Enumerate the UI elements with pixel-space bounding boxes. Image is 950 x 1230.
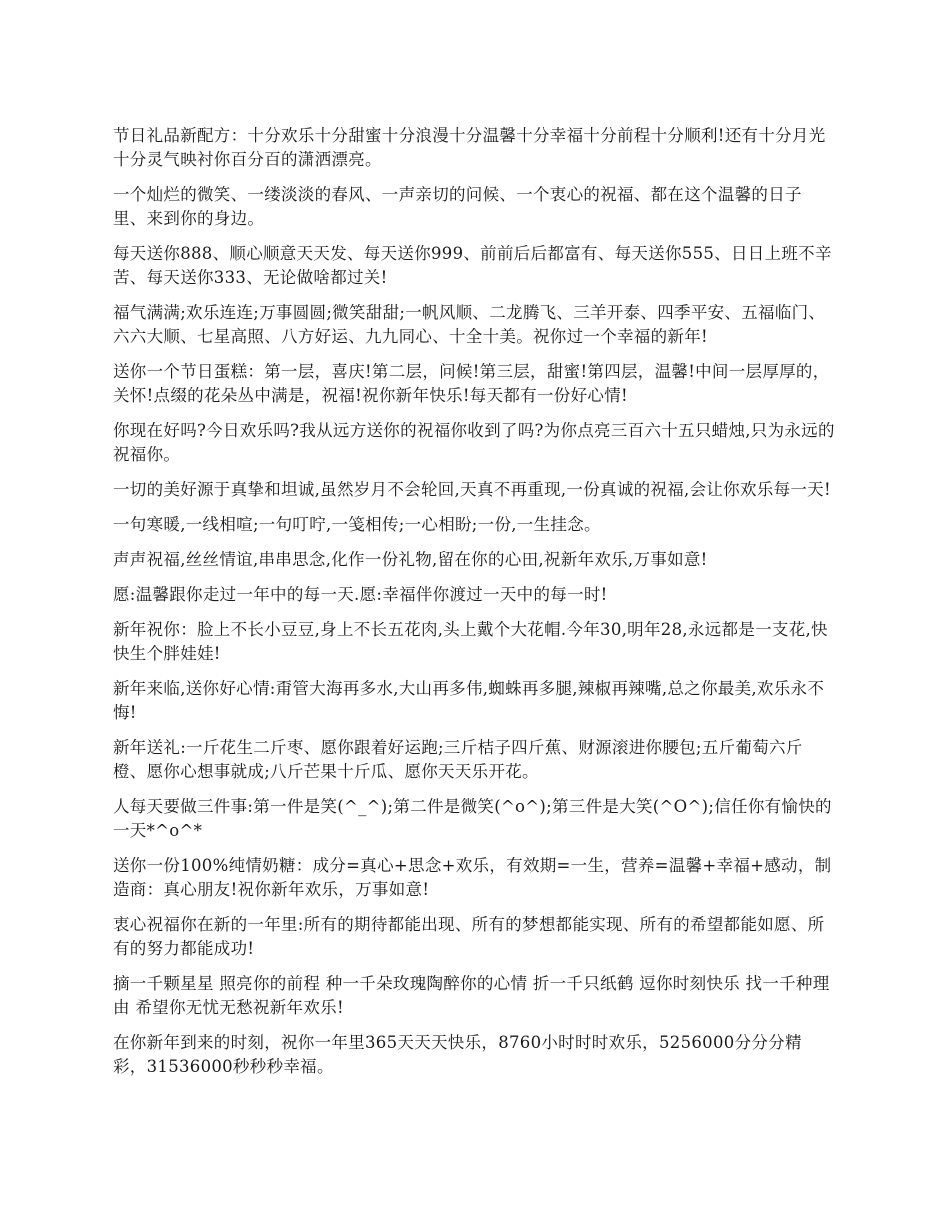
paragraph: 新年来临,送你好心情:甭管大海再多水,大山再多伟,蜘蛛再多腿,辣椒再辣嘴,总之你最美,欢乐永不悔! [113, 679, 825, 722]
paragraph: 衷心祝福你在新的一年里:所有的期待都能出现、所有的梦想都能实现、所有的希望都能如愿、所有的努力都能成功! [113, 915, 825, 958]
document-body [113, 124, 835, 1090]
paragraph: 福气满满;欢乐连连;万事圆圆;微笑甜甜;一帆风顺、二龙腾飞、三羊开泰、四季平安、五福临门、六六大顺、七星高照、八方好运、九九同心、十全十美。祝你过一个幸福的新年! [113, 303, 826, 346]
paragraph: 节日礼品新配方：十分欢乐十分甜蜜十分浪漫十分温馨十分幸福十分前程十分顺利!还有十分月光十分灵气映衬你百分百的潇洒漂亮。 [113, 126, 826, 169]
paragraph: 送你一个节日蛋糕：第一层，喜庆!第二层，问候!第三层，甜蜜!第四层，温馨!中间一层厚厚的，关怀!点缀的花朵丛中满是，祝福!祝你新年快乐!每天都有一份好心情! [113, 362, 830, 405]
paragraph: 人每天要做三件事:第一件是笑(^_^);第二件是微笑(^o^);第三件是大笑(^O^);信任你有愉快的一天*^o^* [113, 797, 832, 840]
paragraph: 一切的美好源于真挚和坦诚,虽然岁月不会轮回,天真不再重现,一份真诚的祝福,会让你欢乐每一天! [113, 480, 831, 499]
paragraph: 新年送礼:一斤花生二斤枣、愿你跟着好运跑;三斤桔子四斤蕉、财源滚进你腰包;五斤葡萄六斤橙、愿你心想事就成;八斤芒果十斤瓜、愿你天天乐开花。 [113, 738, 803, 781]
paragraph: 一句寒暖,一线相喧;一句叮咛,一笺相传;一心相盼;一份,一生挂念。 [113, 515, 601, 534]
paragraph: 愿:温馨跟你走过一年中的每一天.愿:幸福伴你渡过一天中的每一时! [113, 585, 608, 604]
paragraph: 在你新年到来的时刻，祝你一年里365天天天快乐，8760小时时时欢乐，5256000分分分精彩，31536000秒秒秒幸福。 [113, 1033, 802, 1076]
paragraph: 声声祝福,丝丝情谊,串串思念,化作一份礼物,留在你的心田,祝新年欢乐,万事如意! [113, 550, 708, 569]
paragraph: 每天送你888、顺心顺意天天发、每天送你999、前前后后都富有、每天送你555、日日上班不辛苦、每天送你333、无论做啥都过关! [113, 244, 832, 287]
paragraph: 一个灿烂的微笑、一缕淡淡的春风、一声亲切的问候、一个衷心的祝福、都在这个温馨的日子里、来到你的身边。 [113, 185, 802, 228]
paragraph: 摘一千颗星星 照亮你的前程 种一千朵玫瑰陶醉你的心情 折一千只纸鹤 逗你时刻快乐 找一千种理由 希望你无忧无愁祝新年欢乐! [113, 974, 830, 1017]
paragraph: 你现在好吗?今日欢乐吗?我从远方送你的祝福你收到了吗?为你点亮三百六十五只蜡烛,只为永远的祝福你。 [113, 421, 835, 464]
paragraph: 新年祝你：脸上不长小豆豆,身上不长五花肉,头上戴个大花帽.今年30,明年28,永远都是一支花,快快生个胖娃娃! [113, 620, 828, 663]
paragraph: 送你一份100%纯情奶糖：成分=真心+思念+欢乐，有效期=一生，营养=温馨+幸福+感动，制造商：真心朋友!祝你新年欢乐，万事如意! [113, 856, 832, 899]
